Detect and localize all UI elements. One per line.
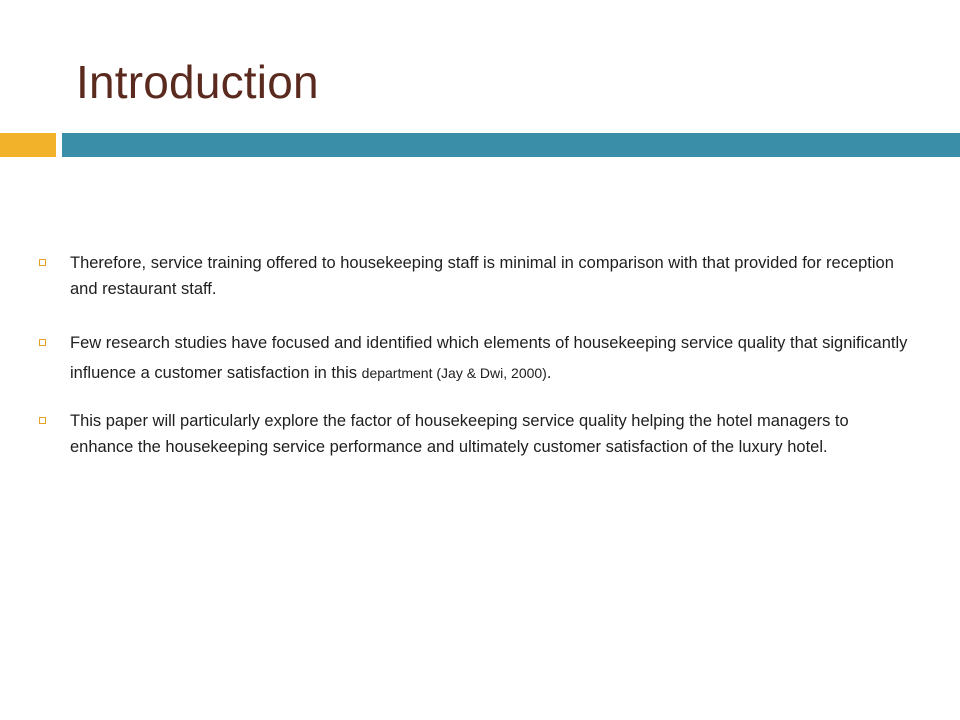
bullet-text: Therefore, service training offered to housekeeping staff is minimal in comparison with that provided for reception and restaurant staff. (70, 254, 894, 298)
bullet-text-end: . (546, 364, 552, 382)
title-accent-bar (0, 133, 56, 157)
bullet-text-main: Few research studies have focused and identified which elements of housekeeping service quality that significantly influence a customer satisfaction in this (70, 334, 908, 382)
slide-title: Introduction (76, 56, 319, 108)
bullet-text (70, 328, 908, 388)
bullet-text: This paper will particularly explore the factor of housekeeping service quality helping the hotel managers to enhance the housekeeping service performance and ultimately customer satisfaction of the luxury hotel. (70, 412, 849, 456)
bullet-item (38, 328, 908, 388)
title-underline-bar (62, 133, 960, 157)
square-bullet-icon (39, 339, 46, 346)
square-bullet-icon (39, 259, 46, 266)
square-bullet-icon (39, 417, 46, 424)
citation-text: department (Jay & Dwi, 2000) (361, 365, 547, 381)
bullet-list (38, 250, 908, 486)
bullet-item (38, 250, 908, 302)
bullet-item (38, 408, 908, 460)
